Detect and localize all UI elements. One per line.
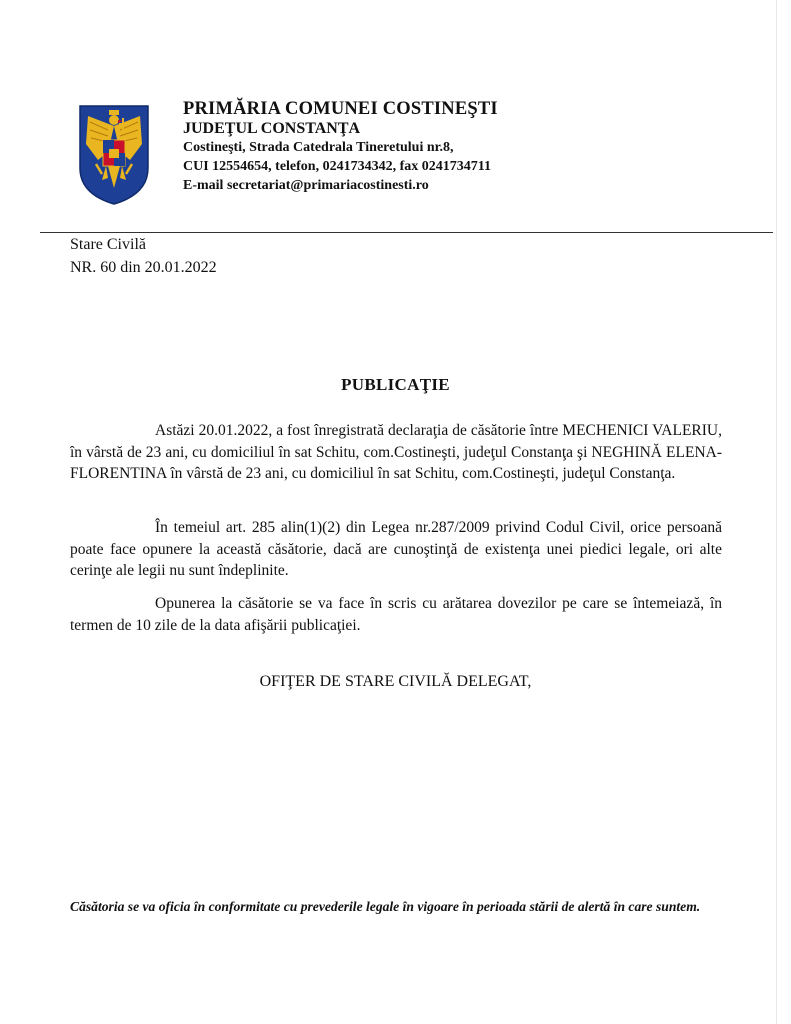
footer-note: Căsătoria se va oficia în conformitate cu prevederile legale în vigoare în perioada stării de alertă în care suntem.: [70, 899, 701, 914]
paragraph-declaration: [70, 420, 722, 485]
contact-line: CUI 12554654, telefon, 0241734342, fax 0241734711: [183, 159, 491, 174]
department-label: Stare Civilă: [70, 236, 146, 253]
paragraph-legal-basis: [70, 517, 722, 582]
institution-name: PRIMĂRIA COMUNEI COSTINEŞTI: [183, 99, 498, 119]
paragraph-1-text: Astăzi 20.01.2022, a fost înregistrată declaraţia de căsătorie între MECHENICI VALERIU, în vârstă de 23 ani, cu domiciliul în sat Schitu, com.Costineşti, judeţul Constanţa şi NEGHINĂ ELENA-FLORENTINA în vârstă de 23 ani, cu domiciliul în sat Schitu, com.Costineşti, judeţul Constanţa.: [70, 422, 722, 482]
county-name: JUDEŢUL CONSTANŢA: [183, 120, 361, 137]
paragraph-2-text: În temeiul art. 285 alin(1)(2) din Legea nr.287/2009 privind Codul Civil, orice persoană poate face opunere la această căsătorie, dacă are cunoştinţă de existenţa unei piedici legale, ori alte cerinţe ale legii nu sunt îndeplinite.: [70, 519, 722, 579]
document-title: PUBLICAŢIE: [341, 375, 450, 394]
registration-number: NR. 60 din 20.01.2022: [70, 259, 217, 276]
scan-edge: [776, 0, 777, 1024]
paragraph-opposition: [70, 593, 722, 636]
institution-header: [183, 100, 743, 195]
signatory-title: OFIŢER DE STARE CIVILĂ DELEGAT,: [259, 673, 532, 690]
paragraph-3-text: Opunerea la căsătorie se va face în scris cu arătarea dovezilor pe care se întemeiază, în termen de 10 zile de la data afişării publicaţiei.: [70, 595, 722, 634]
email-line: E-mail secretariat@primariacostinesti.ro: [183, 178, 429, 193]
address-line: Costineşti, Strada Catedrala Tineretului nr.8,: [183, 140, 454, 155]
reference-block: [70, 233, 217, 279]
romania-coat-of-arms-icon: [78, 104, 150, 206]
